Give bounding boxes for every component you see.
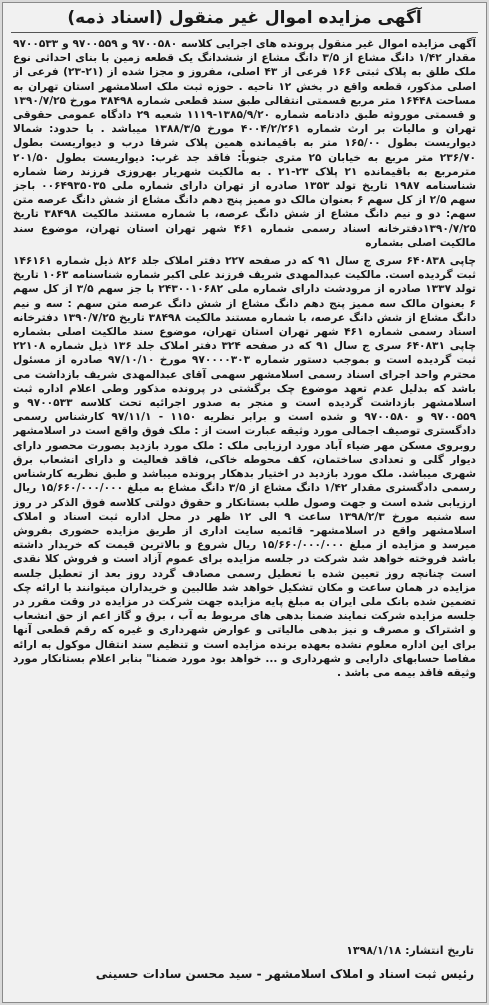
signature-line: رئیس ثبت اسناد و املاک اسلامشهر - سید محسن سادات حسینی <box>95 967 474 981</box>
notice-title: آگهی مزایده اموال غیر منقول (اسناد ذمه) <box>67 8 422 28</box>
newspaper-notice <box>2 2 487 1003</box>
notice-body <box>13 37 476 940</box>
notice-body-part1: آگهی مزایده اموال غیر منقول پرونده های اجرایی کلاسه ۹۷۰۰۵۸۰ و ۹۷۰۰۵۵۹ و ۹۷۰۰۵۳۳ مقدار ۱/۴۲ دانگ مشاع از ۳/۵ دانگ مشاع از ششدانگ یک قطعه زمین با بنای احداثی نوع ملک طلق به پلاک ثبتی ۱۶۶ فرعی از ۴۳ اصلی، مفروز و مجزا شده از (۲۱-۲۳) فرعی از اصلی مذکور، قطعه واقع در بخش ۱۲ ناحیه . حوزه ثبت ملک اسلامشهر استان تهران به مساحت ۱۶۴۴۸ متر مربع قسمتی انتقالی طبق سند قطعی شماره ۳۸۴۹۸ مورخ ۱۳۹۰/۷/۲۵ و قسمتی موروثه طبق دادنامه شماره ۱۳۸۵/۹/۲۰-۱۱۱۹ شعبه ۲۹ دادگاه عمومی حقوقی تهران و مالیات بر ارث شماره ۴۰۰۴/۲/۲۶۱ مورخ ۱۳۸۸/۳/۵ میباشد . با حدود: شمالا دیواریست بطول ۱۶۵/۰۰ متر به باقیمانده همین پلاک شرقا درب و دیواریست بطول ۲۳۶/۷۰ متر مربع به خیابان ۲۵ متری جنوباً: فاقد جد غرب: دیواریست بطول ۲۰۱/۵۰ مترمربع به باقیمانده ۲۱ پلاک ۲۳-۲۱ . به مالکیت شهریار بهروزی فرزند رضا شماره شناسنامه ۱۹۸۷ تاریخ تولد ۱۳۵۳ صادره از تهران دارای شماره ملی ۰۰۶۴۹۳۵۰۳۵ باجز سهم ۲/۵ از کل سهم ۶ بعنوان مالک دو ممیز پنج دهم دانگ مشاع از شش دانگ عرصه متن سهم: دو و نیم دانگ مشاع از شش دانگ عرصه، با شماره مستند مالکیت ۳۸۴۹۸ تاریخ ۱۳۹۰/۷/۲۵دفترخانه اسناد رسمی شماره ۴۶۱ شهر تهران استان تهران، موضوع سند مالکیت اصلی بشماره <box>13 38 476 249</box>
title-divider <box>11 32 478 33</box>
publication-date: تاریخ انتشار: ۱۳۹۸/۱/۱۸ <box>346 944 474 957</box>
notice-body-part2: چاپی ۶۴۰۸۳۸ سری ج سال ۹۱ که در صفحه ۲۲۷ دفتر املاک جلد ۸۲۶ ذیل شماره ۱۴۶۱۶۱ ثبت گردیده است. مالکیت عبدالمهدی شریف فرزند علی اکبر شماره شناسنامه ۱۰۶۳ تاریخ تولد ۱۳۳۷ صادره از مرودشت دارای شماره ملی ۲۴۳۰۰۱۰۶۸۲ با جز سهم ۳/۵ از کل سهم ۶ بعنوان مالک سه ممیز پنج دهم دانگ مشاع از شش دانگ عرصه متن سهم : سه و نیم دانگ مشاع از شش دانگ عرصه، با شماره مستند مالکیت ۳۸۴۹۸ تاریخ ۱۳۹۰/۷/۲۵ دفترخانه اسناد رسمی شماره ۴۶۱ شهر تهران استان تهران، موضوع سند مالکیت اصلی بشماره چاپی ۶۴۰۸۳۱ سری ج سال ۹۱ که در صفحه ۳۲۴ دفتر املاک جلد ۱۳۶ ذیل شماره ۲۲۱۰۸ ثبت گردیده است و بموجب دستور شماره ۹۷۰۰۰۰۳۰۳ مورخ ۹۷/۱۰/۱۰ صادره از مسئول محترم واحد اجرای اسناد رسمی اسلامشهر سهمی آقای عبدالمهدی شریف بازداشت می باشد که بدلیل عدم تعهد موضوع چک برگشتی در پرونده مذکور وطی اعلام اداره ثبت اسلامشهر بازداشت گردیده است و منجر به صدور اجرائیه تحت کلاسه ۹۷۰۰۵۳۳ و ۹۷۰۰۵۵۹ و ۹۷۰۰۵۸۰ و شده است و برابر نظریه ۱۱۵۰ - ۹۷/۱۱/۱ کارشناس رسمی دادگستری توصیف اجمالی مورد وثیقه عبارت است از : ملک فوق واقع است در اسلامشهر روبروی مسکن مهر ضیاء آباد مورد ارزیابی ملک : ملک مورد بازدید بصورت محصور دارای دیوار گلی و تعدادی ساختمان، کف محوطه خاکی، فاقد فعالیت و دارای انشعاب برق شهری میباشد. ملک مورد بازدید در اختیار بدهکار پرونده میباشد و طبق نظریه کارشناس رسمی دادگستری مقدار ۱/۴۲ دانگ مشاع از ۳/۵ دانگ مشاع به مبلغ ۱۵/۶۶۰/۰۰۰/۰۰۰ ریال ارزیابی شده است و جهت وصول طلب بستانکار و حقوق دولتی کلاسه فوق الذکر در روز سه شنبه مورخ ۱۳۹۸/۲/۳ ساعت ۹ الی ۱۲ ظهر در محل اداره ثبت اسناد و املاک اسلامشهر واقع در اسلامشهر- قائمیه سایت اداری از طریق مزایده حضوری بفروش میرسد و مزایده از مبلغ ۱۵/۶۶۰/۰۰۰/۰۰۰ ریال شروع و بالاترین قیمت که خریدار داشته باشد فروخته خواهد شد شرکت در جلسه مزایده برای عموم آزاد است و فروش کلا نقدی است چنانچه روز تعیین شده با تعطیل رسمی مصادف گردد روز بعد از تعطیل جلسه مزایده در همان ساعت و مکان تشکیل خواهد شد طالبین و خریداران میتوانند با ارائه چک تضمین شده بانک ملی ایران به مبلغ پایه مزایده جهت شرکت در مزایده در وقت مقرر در جلسه مزایده شرکت نمایند ضمنا بدهی های مربوط به آب ، برق و گاز اعم از حق انشعاب و اشتراک و مصرف و نیز بدهی مالیاتی و عوارض شهرداری و غیره که رقم قطعی آنها برای این اداره معلوم نشده بعهده برنده مزایده است و تنظیم سند انتقال موکول به ارائه مفاصا حسابهای دارایی و شهرداری و ... خواهد بود مورد ضمنا" بنابر اعلام بستانکار مورد وثیقه فاقد بیمه می باشد . <box>13 255 476 679</box>
